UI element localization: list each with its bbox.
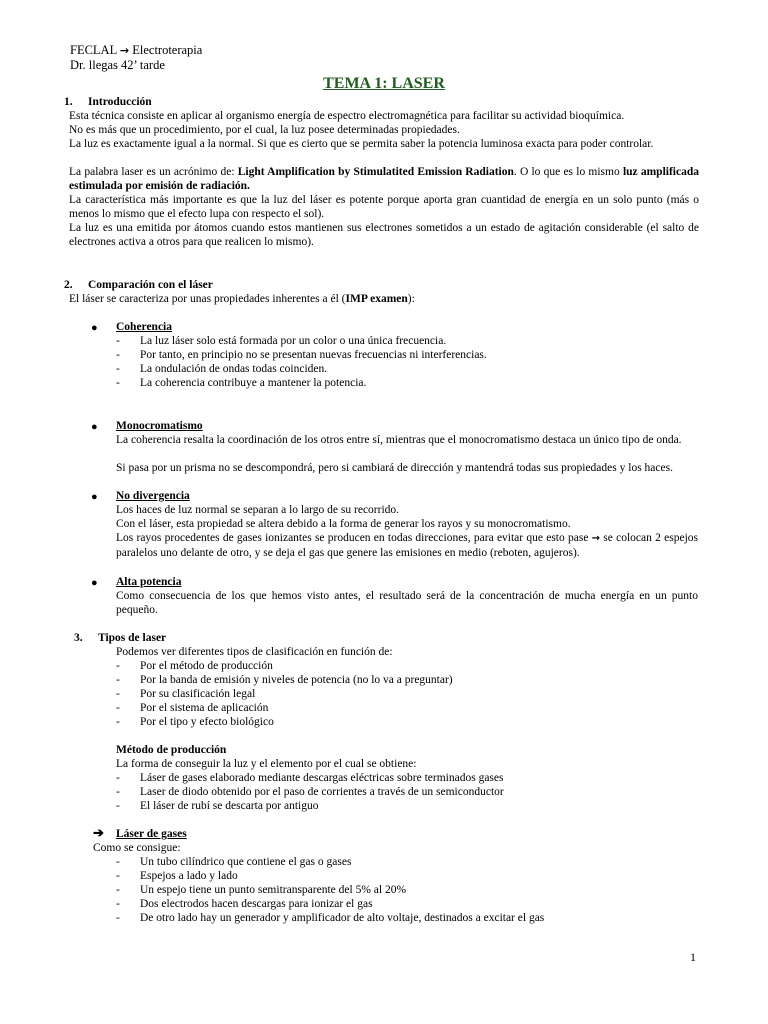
list-item: [116, 911, 544, 925]
dash-icon: -: [116, 349, 120, 361]
intro-p4-text-2: . O lo que es lo mismo: [513, 166, 623, 178]
header-course: FECLAL: [70, 43, 117, 57]
list-item-text: Láser de gases elaborado mediante descargas eléctricas sobre terminados gases: [140, 772, 504, 784]
header-line-2: Dr. llegas 42’ tarde: [70, 58, 165, 72]
list-item-text: Un tubo cilíndrico que contiene el gas o gases: [140, 856, 352, 868]
list-item: [116, 897, 544, 911]
list-item-text: Por el sistema de aplicación: [140, 702, 269, 714]
list-item: [116, 883, 544, 897]
dash-icon: -: [116, 786, 120, 798]
dash-icon: -: [116, 688, 120, 700]
list-item-text: Por la banda de emisión y niveles de potencia (no lo va a preguntar): [140, 674, 453, 686]
section-1-title: Introducción: [88, 96, 152, 108]
monocromatismo-heading: Monocromatismo: [116, 420, 203, 432]
list-item: [116, 771, 504, 785]
section-3-title: Tipos de laser: [98, 632, 167, 644]
dash-icon: -: [116, 800, 120, 812]
section-3-intro: Podemos ver diferentes tipos de clasificación en función de:: [116, 646, 393, 658]
laser-gases-heading: Láser de gases: [116, 828, 187, 840]
intro-paragraph-5: La característica más importante es que la luz del láser es potente porque aporta gran cuantidad de energía en un solo punto (más o menos lo mismo que el efecto lupa con respecto el sol).: [69, 194, 699, 220]
list-item-text: Un espejo tiene un punto semitransparente del 5% al 20%: [140, 884, 407, 896]
section-3-number: 3.: [74, 632, 83, 644]
list-item: [116, 659, 453, 673]
dash-icon: -: [116, 716, 120, 728]
bullet-icon: ●: [91, 491, 98, 503]
section-2-intro: [69, 292, 699, 306]
monocromatismo-paragraph-2: Si pasa por un prisma no se descompondrá, pero si cambiará de dirección y mantendrá todas sus propiedades y los haces.: [116, 462, 673, 474]
intro-paragraph-3: La luz es exactamente igual a la normal. Si que es cierto que se permita saber la potencia luminosa exacta para poder controlar.: [69, 138, 654, 150]
arrow-right-icon: →: [591, 533, 601, 544]
list-item-text: Por el tipo y efecto biológico: [140, 716, 274, 728]
no-divergencia-p3-text-2: se colocan 2 espejos paralelos uno delante de otro, y se deja el gas que genere las emisiones en medio (reboten, agujeros).: [116, 532, 698, 559]
list-item: [116, 687, 453, 701]
list-item-text: Laser de diodo obtenido por el paso de corrientes a través de un semiconductor: [140, 786, 504, 798]
arrow-right-icon: →: [119, 44, 130, 57]
section-2-number: 2.: [64, 279, 73, 291]
no-divergencia-paragraph-2: Con el láser, esta propiedad se altera debido a la forma de generar los rayos y su monocromatismo.: [116, 518, 571, 530]
dash-icon: -: [116, 884, 120, 896]
list-item-text: De otro lado hay un generador y amplificador de alto voltaje, destinados a excitar el gas: [140, 912, 545, 924]
metodo-produccion-heading: Método de producción: [116, 744, 227, 756]
dash-icon: -: [116, 377, 120, 389]
list-item-text: Espejos a lado y lado: [140, 870, 238, 882]
section-2-intro-end: ):: [407, 293, 415, 305]
no-divergencia-p3-text: Los rayos procedentes de gases ionizantes se producen en todas direcciones, para evitar que esto pase: [116, 532, 592, 544]
arrow-right-icon: ➔: [93, 825, 104, 840]
dash-icon: -: [116, 674, 120, 686]
classification-list: [116, 659, 453, 729]
laser-acronym: Light Amplification by Stimulatited Emission Radiation: [237, 166, 514, 178]
laser-gases-list: [116, 855, 544, 925]
list-item: [116, 799, 504, 813]
laser-gases-intro: Como se consigue:: [93, 842, 181, 854]
metodo-produccion-list: [116, 771, 504, 813]
dash-icon: -: [116, 335, 120, 347]
list-item: [116, 348, 487, 362]
list-item-text: La coherencia contribuye a mantener la potencia.: [140, 377, 367, 389]
dash-icon: -: [116, 702, 120, 714]
bullet-icon: ●: [91, 577, 98, 589]
bullet-icon: ●: [91, 421, 98, 433]
intro-paragraph-1: Esta técnica consiste en aplicar al organismo energía de espectro electromagnética para facilitar su actividad bioquímica.: [69, 110, 625, 122]
list-item: [116, 673, 453, 687]
no-divergencia-paragraph-1: Los haces de luz normal se separan a lo largo de su recorrido.: [116, 504, 400, 516]
list-item: [116, 855, 544, 869]
list-item: [116, 362, 487, 376]
intro-paragraph-6: La luz es una emitida por átomos cuando estos mantienen sus electrones sometidos a un estado de agitación considerable (el salto de electrones activa a otros para que realicen lo mismo).: [69, 222, 699, 248]
page-title: TEMA 1: LASER: [323, 75, 445, 92]
metodo-produccion-intro: La forma de conseguir la luz y el elemento por el cual se obtiene:: [116, 758, 417, 770]
alta-potencia-paragraph: Como consecuencia de los que hemos visto antes, el resultado será de la concentración de mucha energía en un punto pequeño.: [116, 590, 698, 616]
section-2-intro-text: El láser se caracteriza por unas propiedades inherentes a él (: [69, 293, 346, 305]
dash-icon: -: [116, 898, 120, 910]
list-item: [116, 869, 544, 883]
dash-icon: -: [116, 870, 120, 882]
header-subject: Electroterapia: [132, 43, 203, 57]
list-item: [116, 785, 504, 799]
intro-paragraph-2: No es más que un procedimiento, por el cual, la luz posee determinadas propiedades.: [69, 124, 460, 136]
important-tag: IMP examen: [345, 293, 408, 305]
list-item-text: Por el método de producción: [140, 660, 273, 672]
list-item-text: Dos electrodos hacen descargas para ionizar el gas: [140, 898, 373, 910]
dash-icon: -: [116, 660, 120, 672]
bullet-icon: ●: [91, 322, 98, 334]
coherencia-list: [116, 334, 487, 390]
dash-icon: -: [116, 856, 120, 868]
section-2-title: Comparación con el láser: [88, 279, 213, 291]
alta-potencia-heading: Alta potencia: [116, 576, 182, 588]
list-item: [116, 701, 453, 715]
coherencia-heading: Coherencia: [116, 321, 173, 333]
header-line-1: [70, 43, 202, 58]
dash-icon: -: [116, 912, 120, 924]
section-1-number: 1.: [64, 96, 73, 108]
laser-meaning: luz amplificada estimulada por emisión de radiación.: [69, 166, 699, 192]
list-item: [116, 715, 453, 729]
list-item-text: Por tanto, en principio no se presentan nuevas frecuencias ni interferencias.: [140, 349, 487, 361]
list-item: [116, 334, 487, 348]
list-item-text: Por su clasificación legal: [140, 688, 256, 700]
list-item-text: El láser de rubí se descarta por antiguo: [140, 800, 319, 812]
list-item-text: La ondulación de ondas todas coinciden.: [140, 363, 328, 375]
intro-paragraph-4: [69, 165, 699, 193]
page-number: 1: [690, 950, 696, 964]
dash-icon: -: [116, 772, 120, 784]
monocromatismo-paragraph-1: La coherencia resalta la coordinación de los otros entre sí, mientras que el monocromatismo destaca un único tipo de onda.: [116, 434, 682, 446]
intro-p4-text: La palabra laser es un acrónimo de:: [69, 166, 238, 178]
list-item-text: La luz láser solo está formada por un color o una única frecuencia.: [140, 335, 447, 347]
no-divergencia-heading: No divergencia: [116, 490, 190, 502]
no-divergencia-paragraph-3: [116, 531, 698, 560]
list-item: [116, 376, 487, 390]
dash-icon: -: [116, 363, 120, 375]
